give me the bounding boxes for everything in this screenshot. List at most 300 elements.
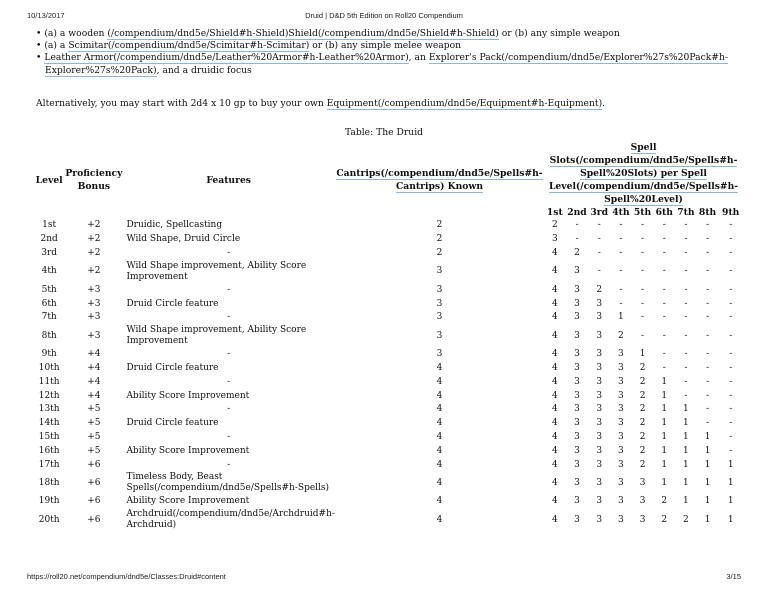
spell-slot-cell: 1 [661, 445, 668, 456]
spell-slot-cell: - [729, 431, 733, 442]
spell-slot-cell: - [706, 376, 710, 387]
level-cell: 6th [41, 298, 57, 309]
cantrips-cell: 4 [436, 376, 443, 387]
slot-level-header: 6th [655, 207, 673, 218]
cantrips-cell: 2 [436, 220, 443, 231]
spell-slot-cell: 3 [574, 477, 580, 488]
features-cell: - [227, 349, 231, 360]
slot-level-header: 5th [633, 207, 652, 218]
features-cell: Wild Shape, Druid Circle [126, 234, 241, 245]
table-row [33, 283, 743, 297]
spell-slot-cell: 1 [661, 459, 668, 470]
spell-slot-cell: - [729, 247, 733, 258]
cantrips-cell: 4 [436, 459, 443, 470]
spell-slot-cell: 1 [683, 459, 689, 470]
spell-slot-cell: 4 [551, 247, 558, 258]
spell-slot-cell: 3 [596, 330, 603, 341]
spell-slot-cell: 4 [551, 266, 558, 277]
proficiency-cell: +6 [87, 496, 101, 507]
spell-slot-cell: - [641, 234, 645, 245]
spell-slot-cell: - [619, 298, 623, 309]
cantrips-cell: 4 [436, 477, 443, 488]
level-cell: 5th [41, 284, 57, 295]
spell-slot-cell: 2 [661, 496, 668, 507]
spell-slot-cell: - [641, 266, 645, 277]
spell-slot-cell: 1 [727, 459, 734, 470]
spell-slot-cell: - [706, 349, 710, 360]
spell-slot-cell: - [575, 220, 579, 231]
spell-slot-cell: 3 [639, 514, 646, 525]
spell-slot-cell: 1 [704, 445, 711, 456]
table-row [33, 260, 743, 283]
spell-slot-cell: 1 [661, 477, 668, 488]
spell-slot-cell: - [684, 362, 688, 373]
spell-slot-cell: 4 [551, 298, 558, 309]
spell-slot-cell: - [729, 298, 733, 309]
spell-slot-cell: 3 [596, 312, 603, 323]
spell-slot-cell: - [706, 312, 710, 323]
spell-slot-cell: - [662, 349, 666, 360]
proficiency-cell: +6 [87, 514, 101, 525]
table-row [33, 362, 743, 376]
spell-slot-cell: 1 [727, 477, 734, 488]
spell-slot-cell: - [662, 234, 666, 245]
spell-slot-cell: 3 [596, 418, 603, 429]
cantrips-known-header [335, 141, 544, 219]
spell-slot-cell: 2 [639, 431, 646, 442]
cantrips-cell: 2 [436, 247, 443, 258]
spell-slot-cell: - [575, 234, 579, 245]
spell-slot-cell: 2 [596, 284, 603, 295]
slot-level-header: 9th [722, 207, 740, 218]
spell-slot-cell: 3 [618, 496, 624, 507]
spell-slot-cell: - [684, 266, 688, 277]
print-date: 10/13/2017 [27, 11, 65, 20]
spell-slot-cell: 3 [618, 477, 624, 488]
spell-slot-cell: 2 [639, 418, 646, 429]
proficiency-bonus-header: Proficiency Bonus [65, 168, 123, 192]
spell-slot-cell: 1 [704, 514, 711, 525]
spell-slot-cell: - [706, 362, 710, 373]
spell-slot-cell: 1 [727, 514, 734, 525]
level-cell: 20th [38, 514, 60, 525]
level-cell: 17th [38, 459, 60, 470]
spell-slot-cell: - [706, 330, 710, 341]
spell-slot-cell: - [706, 247, 710, 258]
spell-slot-cell: 3 [574, 362, 580, 373]
spell-slot-cell: - [662, 312, 666, 323]
features-header: Features [206, 174, 251, 186]
spell-slot-cell: 2 [639, 376, 646, 387]
equipment-item-scimitar: • (a) a Scimitar(/compendium/dnd5e/Scimitar#h-Scimitar) or (b) any simple melee weapon [36, 40, 736, 52]
table-row [33, 233, 743, 247]
spell-slot-cell: - [641, 247, 645, 258]
table-row [33, 348, 743, 362]
spell-slot-cell: 3 [574, 496, 580, 507]
spell-slot-cell: - [706, 404, 710, 415]
spell-slot-cell: - [641, 312, 645, 323]
spell-slot-cell: 4 [551, 312, 558, 323]
proficiency-cell: +6 [87, 459, 101, 470]
spell-slot-cell: 4 [551, 418, 558, 429]
spell-slot-cell: 3 [596, 349, 603, 360]
table-row [33, 297, 743, 311]
spell-slot-cell: 3 [596, 298, 603, 309]
spell-slots-link[interactable]: Spell Slots(/compendium/dnd5e/Spells#h-Spell%20Slots) per Spell Level(/compendium/dnd5e/Spells#h-Spell%20Level) [548, 142, 739, 205]
cantrips-cell: 4 [436, 362, 443, 373]
cantrips-cell: 2 [436, 234, 443, 245]
spell-slot-cell: 3 [574, 266, 580, 277]
spell-slot-cell: 3 [618, 459, 624, 470]
spell-slot-cell: 4 [551, 477, 558, 488]
spell-slot-cell: 2 [639, 390, 646, 401]
spell-slot-cell: - [684, 376, 688, 387]
proficiency-cell: +2 [87, 234, 101, 245]
spell-slot-cell: 1 [704, 477, 711, 488]
table-row [33, 509, 743, 532]
spell-slot-cell: - [729, 362, 733, 373]
cantrips-cell: 4 [436, 404, 443, 415]
equipment-link[interactable]: Equipment(/compendium/dnd5e/Equipment#h-Equipment) [326, 98, 603, 109]
spell-slot-cell: 3 [574, 376, 580, 387]
equipment-list [36, 28, 736, 77]
spell-slot-cell: 3 [574, 312, 580, 323]
spell-slot-cell: 3 [574, 390, 580, 401]
slot-level-header: 7th [677, 207, 695, 218]
proficiency-cell: +4 [87, 349, 101, 360]
level-cell: 13th [38, 404, 60, 415]
spell-slot-cell: 4 [551, 390, 558, 401]
proficiency-cell: +2 [87, 220, 101, 231]
spell-slot-cell: - [684, 220, 688, 231]
spell-slot-cell: 1 [661, 390, 668, 401]
level-cell: 2nd [40, 234, 58, 245]
spell-slot-cell: 4 [551, 330, 558, 341]
spell-slot-cell: - [597, 266, 601, 277]
features-cell: Wild Shape improvement, Ability Score Improvement [126, 325, 307, 347]
features-cell: - [227, 312, 231, 323]
spell-slot-cell: 1 [661, 404, 668, 415]
cantrips-cell: 3 [436, 266, 443, 277]
spell-slot-cell: 3 [639, 477, 646, 488]
spell-slot-cell: 3 [618, 445, 624, 456]
features-cell: - [227, 459, 231, 470]
level-cell: 18th [38, 477, 60, 488]
proficiency-cell: +5 [87, 431, 101, 442]
spell-slot-cell: - [706, 284, 710, 295]
features-cell: Wild Shape improvement, Ability Score Improvement [126, 260, 307, 282]
spell-slot-cell: 4 [551, 496, 558, 507]
spell-slot-cell: - [684, 330, 688, 341]
proficiency-cell: +4 [87, 362, 101, 373]
spell-slot-cell: 1 [639, 349, 646, 360]
spell-slot-cell: - [729, 330, 733, 341]
table-row [33, 417, 743, 431]
spell-slot-cell: 3 [596, 362, 603, 373]
spell-slot-cell: - [641, 298, 645, 309]
spell-slot-cell: - [706, 298, 710, 309]
spell-slot-cell: - [729, 266, 733, 277]
spell-slot-cell: 4 [551, 445, 558, 456]
spell-slot-cell: - [684, 234, 688, 245]
spell-slot-cell: - [706, 390, 710, 401]
spell-slot-cell: 1 [704, 459, 711, 470]
spell-slot-cell: - [662, 284, 666, 295]
level-cell: 15th [38, 431, 60, 442]
features-cell: - [227, 431, 231, 442]
table-row [33, 375, 743, 389]
cantrips-cell: 3 [436, 298, 443, 309]
spell-slot-cell: 4 [551, 431, 558, 442]
features-cell: Druid Circle feature [126, 418, 219, 429]
print-header [0, 11, 768, 23]
spell-slot-cell: 1 [683, 418, 689, 429]
spell-slot-cell: - [597, 220, 601, 231]
spell-slot-cell: - [729, 349, 733, 360]
spell-slot-cell: 1 [704, 431, 711, 442]
spell-slot-cell: 2 [639, 362, 646, 373]
spell-slot-cell: 3 [618, 362, 624, 373]
level-cell: 4th [41, 266, 57, 277]
features-cell: Druid Circle feature [126, 362, 219, 373]
cantrips-cell: 4 [436, 514, 443, 525]
proficiency-cell: +6 [87, 477, 101, 488]
spell-slot-cell: - [729, 284, 733, 295]
spell-slot-cell: - [729, 404, 733, 415]
spell-slot-cell: 4 [551, 404, 558, 415]
print-footer [0, 572, 768, 584]
spell-slot-cell: 2 [661, 514, 668, 525]
spell-slot-cell: - [619, 220, 623, 231]
proficiency-cell: +5 [87, 418, 101, 429]
equipment-item-armor: • Leather Armor(/compendium/dnd5e/Leather%20Armor#h-Leather%20Armor), an Explorer's Pack(/compendium/dnd5e/Explorer%27s%20Pack#h-Explorer%27s%20Pack), and a druidic focus [36, 52, 736, 76]
spell-slot-cell: 3 [574, 404, 580, 415]
cantrips-link[interactable]: Cantrips(/compendium/dnd5e/Spells#h-Cantrips) Known [336, 168, 543, 192]
spell-slot-cell: 2 [639, 445, 646, 456]
cantrips-cell: 3 [436, 312, 443, 323]
spell-slot-cell: 4 [551, 362, 558, 373]
spell-slot-cell: - [729, 312, 733, 323]
spell-slot-cell: 3 [596, 445, 603, 456]
spell-slot-cell: - [662, 266, 666, 277]
spell-slot-cell: 2 [683, 514, 689, 525]
spell-slot-cell: - [706, 220, 710, 231]
spell-slot-cell: - [684, 349, 688, 360]
table-row [33, 389, 743, 403]
spell-slot-cell: 3 [574, 418, 580, 429]
proficiency-cell: +2 [87, 266, 101, 277]
slot-level-header: 4th [612, 207, 630, 218]
spell-slot-cell: - [684, 390, 688, 401]
spell-slot-cell: 1 [683, 445, 689, 456]
spell-slot-cell: - [684, 298, 688, 309]
scimitar-link[interactable]: Scimitar(/compendium/dnd5e/Scimitar#h-Scimitar) [68, 40, 310, 52]
spell-slot-cell: - [729, 445, 733, 456]
spell-slot-cell: 3 [574, 445, 580, 456]
table-caption: Table: The Druid [344, 127, 424, 138]
cantrips-cell: 3 [436, 349, 443, 360]
spell-slot-cell: - [729, 234, 733, 245]
spell-slot-cell: 3 [596, 376, 603, 387]
proficiency-cell: +5 [87, 404, 101, 415]
features-cell: Druid Circle feature [126, 298, 219, 309]
proficiency-cell: +3 [87, 312, 101, 323]
spell-slot-cell: - [684, 312, 688, 323]
spell-slot-cell: 3 [618, 514, 624, 525]
spell-slot-cell: 3 [596, 431, 603, 442]
alternative-gold-text: Alternatively, you may start with 2d4 x 10 gp to buy your own Equipment(/compendium/dnd5e/Equipment#h-Equipment). [36, 98, 606, 109]
cantrips-cell: 4 [436, 390, 443, 401]
spell-slot-cell: 1 [683, 404, 689, 415]
cantrips-cell: 4 [436, 445, 443, 456]
spell-slot-cell: - [662, 298, 666, 309]
level-cell: 7th [41, 312, 57, 323]
slot-level-header: 8th [698, 207, 717, 218]
spell-slot-cell: 3 [574, 349, 580, 360]
level-cell: 11th [38, 376, 60, 387]
spell-slot-cell: 3 [574, 459, 580, 470]
table-row [33, 219, 743, 233]
spell-slot-cell: 3 [574, 330, 580, 341]
spell-slot-cell: 3 [551, 234, 558, 245]
spell-slot-cell: 3 [618, 418, 624, 429]
spell-slot-cell: - [662, 220, 666, 231]
table-row [33, 458, 743, 472]
level-cell: 16th [38, 445, 60, 456]
spell-slot-cell: - [641, 330, 645, 341]
level-cell: 9th [41, 349, 57, 360]
spell-slot-cell: - [619, 266, 623, 277]
features-cell: Archdruid(/compendium/dnd5e/Archdruid#h-Archdruid) [126, 509, 335, 531]
spell-slot-cell: 1 [683, 496, 689, 507]
features-cell: - [227, 247, 231, 258]
cantrips-cell: 4 [436, 431, 443, 442]
cantrips-cell: 3 [436, 330, 443, 341]
spell-slot-cell: - [619, 234, 623, 245]
spell-slot-cell: - [641, 220, 645, 231]
spell-slot-cell: 3 [596, 514, 603, 525]
spell-slot-cell: - [662, 330, 666, 341]
spell-slot-cell: 2 [639, 404, 646, 415]
level-cell: 12th [38, 390, 60, 401]
spell-slot-cell: 2 [618, 330, 624, 341]
spell-slot-cell: 3 [574, 514, 580, 525]
level-cell: 8th [41, 330, 57, 341]
table-row [33, 325, 743, 348]
spell-slot-cell: - [684, 247, 688, 258]
table-row [33, 444, 743, 458]
spell-slot-cell: - [619, 284, 623, 295]
spell-slot-cell: 1 [683, 431, 689, 442]
features-cell: - [227, 284, 231, 295]
spell-slot-cell: 3 [618, 376, 624, 387]
spell-slot-cell: - [706, 418, 710, 429]
spell-slot-cell: 3 [596, 459, 603, 470]
cantrips-cell: 4 [436, 496, 443, 507]
proficiency-cell: +3 [87, 330, 101, 341]
print-url: https://roll20.net/compendium/dnd5e/Classes:Druid#content [27, 572, 226, 581]
spell-slot-cell: 1 [727, 496, 734, 507]
features-cell: - [227, 376, 231, 387]
spell-slot-cell: 1 [683, 477, 689, 488]
spell-slot-cell: - [662, 247, 666, 258]
spell-slot-cell: 1 [704, 496, 711, 507]
explorers-pack-link[interactable]: Explorer's Pack(/compendium/dnd5e/Explorer%27s%20Pack#h-Explorer%27s%20Pack) [45, 52, 729, 76]
table-row [33, 495, 743, 509]
table-row [33, 311, 743, 325]
proficiency-cell: +2 [87, 247, 101, 258]
slot-level-header: 3rd [590, 207, 609, 218]
spell-slot-cell: 4 [551, 514, 558, 525]
spell-slot-cell: 4 [551, 349, 558, 360]
proficiency-cell: +3 [87, 298, 101, 309]
table-row [33, 431, 743, 445]
spell-slot-cell: 3 [574, 431, 580, 442]
slot-level-header: 2nd [567, 207, 587, 218]
proficiency-cell: +4 [87, 390, 101, 401]
features-cell: Ability Score Improvement [126, 496, 250, 507]
druid-table-body [33, 219, 743, 532]
spell-slot-cell: 1 [661, 418, 668, 429]
page-number: 3/15 [726, 572, 741, 581]
spell-slot-cell: - [597, 247, 601, 258]
spell-slot-cell: 2 [551, 220, 558, 231]
spell-slot-cell: 4 [551, 376, 558, 387]
spell-slot-cell: 2 [574, 247, 580, 258]
features-cell: Ability Score Improvement [126, 445, 250, 456]
spell-slot-cell: - [729, 390, 733, 401]
shield-link[interactable]: (/compendium/dnd5e/Shield#h-Shield)Shield(/compendium/dnd5e/Shield#h-Shield) [107, 28, 499, 39]
slot-level-header: 1st [546, 207, 563, 218]
spell-slot-cell: 3 [618, 349, 624, 360]
cantrips-cell: 3 [436, 284, 443, 295]
table-row [33, 472, 743, 495]
spell-slot-cell: - [684, 284, 688, 295]
proficiency-cell: +3 [87, 284, 101, 295]
features-cell: Ability Score Improvement [126, 390, 250, 401]
spell-slot-cell: - [662, 362, 666, 373]
leather-armor-link[interactable]: Leather Armor(/compendium/dnd5e/Leather%20Armor#h-Leather%20Armor) [44, 52, 409, 64]
spell-slot-cell: 4 [551, 284, 558, 295]
spell-slot-cell: 3 [618, 404, 624, 415]
level-cell: 10th [38, 362, 60, 373]
print-title: Druid | D&D 5th Edition on Roll20 Compendium [305, 11, 463, 20]
spell-slot-cell: 1 [618, 312, 624, 323]
spell-slot-cell: 3 [574, 284, 580, 295]
spell-slot-cell: - [729, 220, 733, 231]
spell-slot-cell: 3 [596, 404, 603, 415]
equipment-item-shield: • (a) a wooden (/compendium/dnd5e/Shield#h-Shield)Shield(/compendium/dnd5e/Shield#h-Shield) or (b) any simple weapon [36, 28, 736, 40]
spell-slot-cell: 3 [596, 390, 603, 401]
spell-slot-cell: - [706, 266, 710, 277]
spell-slot-cell: 3 [618, 390, 624, 401]
spell-slot-cell: 3 [639, 496, 646, 507]
spell-slot-cell: 3 [574, 298, 580, 309]
cantrips-cell: 4 [436, 418, 443, 429]
level-cell: 1st [42, 220, 57, 231]
spell-slot-cell: 3 [618, 431, 624, 442]
spell-slot-cell: 1 [661, 431, 668, 442]
level-cell: 3rd [41, 247, 58, 258]
features-cell: Druidic, Spellcasting [126, 220, 223, 231]
level-cell: 14th [38, 418, 60, 429]
spell-slots-header [544, 141, 743, 206]
features-cell: - [227, 404, 231, 415]
spell-slot-cell: - [729, 418, 733, 429]
table-row [33, 247, 743, 261]
proficiency-cell: +4 [87, 376, 101, 387]
spell-slot-cell: - [619, 247, 623, 258]
